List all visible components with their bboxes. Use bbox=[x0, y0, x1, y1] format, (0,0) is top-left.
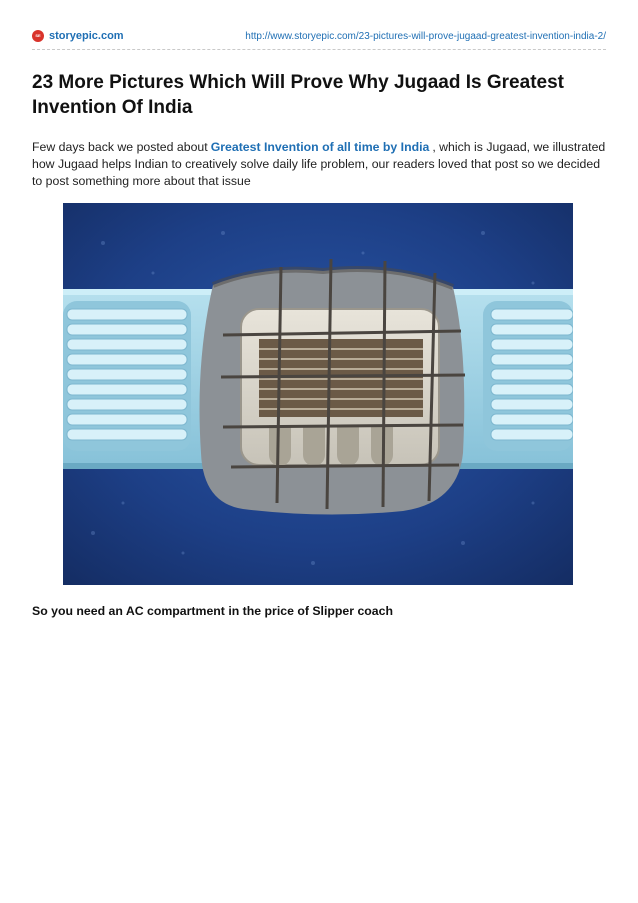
article-photo bbox=[63, 203, 573, 585]
page-header bbox=[32, 26, 606, 48]
train-cooler-image bbox=[63, 203, 573, 585]
header-divider bbox=[32, 49, 606, 50]
site-name-link[interactable]: storyepic.com bbox=[49, 30, 124, 42]
article-title: 23 More Pictures Which Will Prove Why Jugaad Is Greatest Invention Of India bbox=[32, 72, 564, 118]
storyepic-logo-icon bbox=[32, 30, 44, 42]
site-brand[interactable] bbox=[32, 30, 124, 42]
intro-text-before: Few days back we posted about bbox=[32, 140, 208, 154]
image-caption: So you need an AC compartment in the price of Slipper coach bbox=[32, 604, 393, 618]
logo-text: SE bbox=[35, 33, 41, 38]
article-intro bbox=[32, 139, 606, 190]
page-url-link[interactable]: http://www.storyepic.com/23-pictures-will-prove-jugaad-greatest-invention-india-2/ bbox=[245, 31, 606, 42]
intro-text-after: , which is Jugaad, we illustrated how Jugaad helps Indian to creatively solve daily life problem, our readers loved that post so we decided to post something more about that issue bbox=[32, 140, 606, 188]
greatest-invention-link[interactable]: Greatest Invention of all time by India bbox=[210, 140, 430, 154]
